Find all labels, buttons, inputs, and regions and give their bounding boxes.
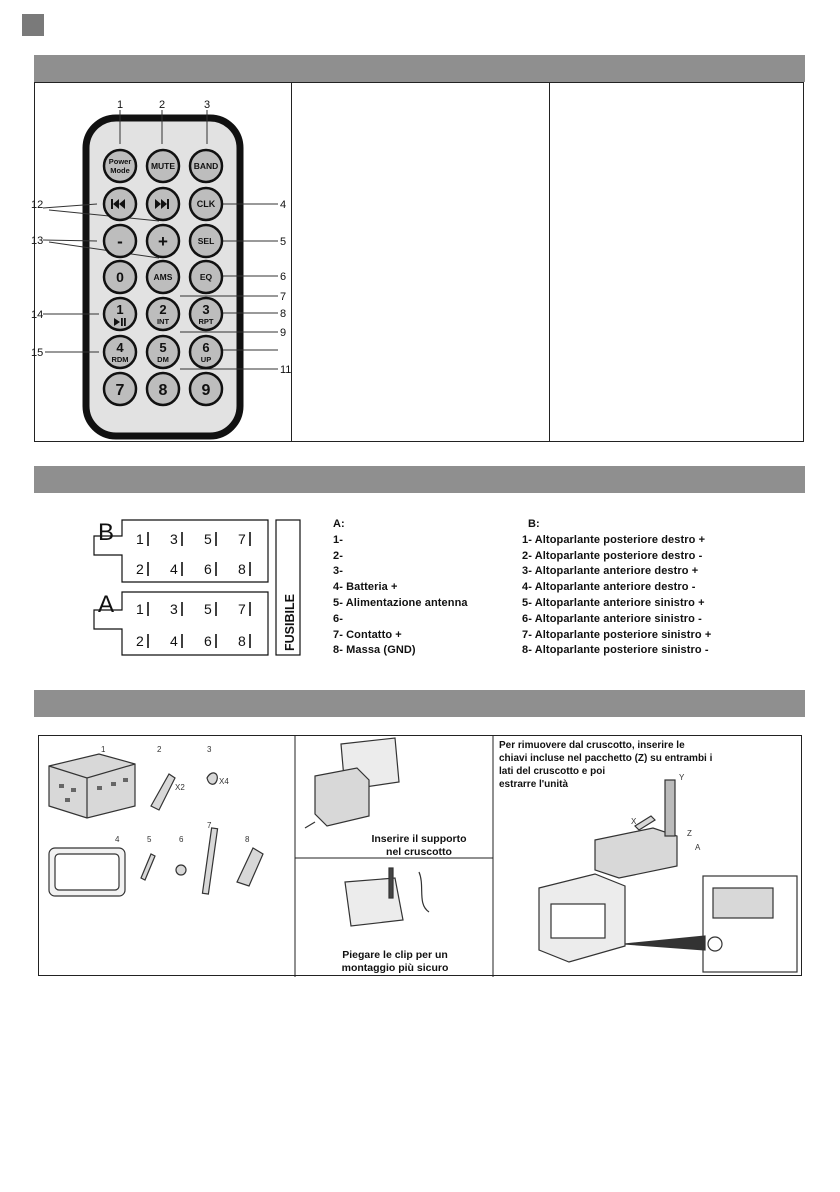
pin-b-6: 6 bbox=[204, 561, 212, 577]
removal-note-line3: lati del cruscotto e poi bbox=[499, 766, 606, 777]
removal-note-line2: chiavi incluse nel pacchetto (Z) su entrambi i bbox=[499, 753, 713, 764]
pin-a-1: 1 bbox=[136, 601, 144, 617]
key-letter: Y bbox=[679, 773, 685, 782]
pinout-a-item: 1- bbox=[333, 533, 343, 546]
pin-a-7: 7 bbox=[238, 601, 246, 617]
pin-a-3: 3 bbox=[170, 601, 178, 617]
bolt-drawing bbox=[141, 854, 155, 880]
part-mark: X2 bbox=[175, 783, 185, 792]
callout-9: 9 bbox=[280, 327, 287, 339]
plus-label: + bbox=[158, 232, 168, 251]
pinout-a-item: 8- Massa (GND) bbox=[333, 644, 416, 657]
pinout-b-title: B: bbox=[528, 518, 540, 530]
page-marker-square bbox=[22, 14, 44, 36]
key-letter: X bbox=[631, 817, 637, 826]
remote-control-diagram bbox=[31, 86, 295, 440]
seven-label: 7 bbox=[115, 382, 125, 399]
pinout-a-item: 5- Alimentazione antenna bbox=[333, 596, 468, 609]
pinout-a-item: 2- bbox=[333, 549, 343, 562]
pin-a-5: 5 bbox=[204, 601, 212, 617]
installation-illustrations bbox=[39, 736, 803, 977]
fuse-label: FUSIBILE bbox=[283, 594, 297, 651]
part-number: 5 bbox=[147, 835, 152, 844]
pinout-b-item: 4- Altoparlante anteriore destro - bbox=[522, 581, 696, 594]
removal-note-line4: estrarre l'unità bbox=[499, 779, 569, 790]
part-number: 2 bbox=[157, 745, 162, 754]
bend-clips-drawing bbox=[345, 868, 429, 926]
strap-drawing bbox=[202, 828, 217, 894]
part-number: 1 bbox=[101, 745, 106, 754]
pinout-b-item: 6- Altoparlante anteriore sinistro - bbox=[522, 612, 702, 625]
pin-a-8: 8 bbox=[238, 633, 246, 649]
three-label: 3 bbox=[202, 302, 210, 317]
key-letter: Z bbox=[687, 829, 692, 838]
ams-label: AMS bbox=[153, 272, 173, 282]
callout-15: 15 bbox=[31, 347, 44, 359]
section-bar-wiring bbox=[34, 466, 805, 493]
connector-a-pins bbox=[136, 601, 246, 649]
removal-key-drawing bbox=[151, 774, 175, 810]
part-number: 8 bbox=[245, 835, 250, 844]
power-label: Power bbox=[108, 157, 132, 166]
insert-sleeve-drawing bbox=[305, 738, 399, 828]
removal-note-line1: Per rimuovere dal cruscotto, inserire le bbox=[499, 740, 685, 751]
mode-label: Mode bbox=[110, 166, 130, 175]
band-label: BAND bbox=[193, 161, 219, 171]
callout-6: 6 bbox=[280, 271, 287, 283]
nut-drawing bbox=[176, 865, 186, 875]
caption-insert-line1: Inserire il supporto bbox=[371, 833, 467, 845]
pin-b-5: 5 bbox=[204, 531, 212, 547]
pinout-a-item: 6- bbox=[333, 612, 343, 625]
rdm-label: RDM bbox=[111, 355, 129, 364]
key-letter: A bbox=[695, 843, 701, 852]
two-label: 2 bbox=[159, 302, 167, 317]
connector-b-pins bbox=[136, 531, 246, 577]
pinout-b-item: 7- Altoparlante posteriore sinistro + bbox=[522, 628, 712, 641]
part-number: 6 bbox=[179, 835, 184, 844]
pinout-b-list bbox=[522, 517, 711, 659]
pin-a-4: 4 bbox=[170, 633, 178, 649]
pinout-a-item: 4- Batteria + bbox=[333, 581, 398, 594]
pinout-a-list bbox=[333, 517, 468, 659]
part-number: 7 bbox=[207, 821, 212, 830]
pinout-b-item: 8- Altoparlante posteriore sinistro - bbox=[522, 644, 709, 657]
callout-3: 3 bbox=[203, 99, 211, 111]
screw-drawing bbox=[207, 773, 217, 784]
pin-b-3: 3 bbox=[170, 531, 178, 547]
callout-13: 13 bbox=[31, 235, 44, 247]
sel-label: SEL bbox=[197, 236, 215, 246]
part-number: 4 bbox=[115, 835, 120, 844]
pinout-b-item: 3- Altoparlante anteriore destro + bbox=[522, 565, 699, 578]
part-number: 3 bbox=[207, 745, 212, 754]
zero-label: 0 bbox=[116, 269, 124, 285]
int-label: INT bbox=[156, 317, 170, 326]
callout-12: 12 bbox=[31, 199, 44, 211]
caption-bend-line2: montaggio più sicuro bbox=[341, 962, 449, 974]
six-label: 6 bbox=[202, 340, 210, 355]
nine-label: 9 bbox=[201, 382, 211, 399]
pinout-b-item: 1- Altoparlante posteriore destro + bbox=[522, 533, 706, 546]
pin-b-8: 8 bbox=[238, 561, 246, 577]
one-label: 1 bbox=[116, 302, 124, 317]
mute-label: MUTE bbox=[150, 161, 176, 171]
four-label: 4 bbox=[116, 340, 124, 355]
iso-connector-diagram bbox=[90, 510, 310, 660]
section-bar-remote bbox=[34, 55, 805, 82]
pin-a-2: 2 bbox=[136, 633, 144, 649]
installation-panel bbox=[38, 735, 802, 976]
pinout-b-item: 2- Altoparlante posteriore destro - bbox=[522, 549, 703, 562]
caption-bend-line1: Piegare le clip per un bbox=[342, 949, 448, 961]
eight-label: 8 bbox=[158, 382, 168, 399]
minus-label: - bbox=[117, 232, 123, 251]
part-mark: X4 bbox=[219, 777, 229, 786]
parts-kit bbox=[49, 754, 263, 896]
pin-b-1: 1 bbox=[136, 531, 144, 547]
callout-11: 11 bbox=[280, 364, 292, 376]
grid-divider bbox=[549, 83, 550, 441]
pin-b-2: 2 bbox=[136, 561, 144, 577]
caption-insert-line2: nel cruscotto bbox=[386, 846, 452, 858]
block-b-label: B bbox=[98, 519, 115, 546]
rpt-label: RPT bbox=[198, 317, 214, 326]
pinout-a-item: 3- bbox=[333, 565, 343, 578]
callout-8: 8 bbox=[280, 308, 287, 320]
callout-1: 1 bbox=[116, 99, 124, 111]
pin-b-4: 4 bbox=[170, 561, 178, 577]
callout-14: 14 bbox=[31, 309, 44, 321]
removal-drawing bbox=[539, 780, 797, 972]
section-bar-installation bbox=[34, 690, 805, 717]
callout-2: 2 bbox=[158, 99, 166, 111]
pin-b-7: 7 bbox=[238, 531, 246, 547]
callout-5: 5 bbox=[280, 236, 287, 248]
clk-label: CLK bbox=[196, 199, 216, 209]
connector-drawing bbox=[237, 848, 263, 886]
pinout-b-item: 5- Altoparlante anteriore sinistro + bbox=[522, 596, 705, 609]
dm-label: DM bbox=[157, 355, 169, 364]
pin-separators bbox=[148, 532, 250, 648]
up-label: UP bbox=[200, 355, 212, 364]
pinout-a-title: A: bbox=[333, 518, 345, 530]
callout-7: 7 bbox=[280, 291, 287, 303]
pin-a-6: 6 bbox=[204, 633, 212, 649]
five-label: 5 bbox=[159, 340, 167, 355]
eq-label: EQ bbox=[199, 272, 213, 282]
pinout-a-item: 7- Contatto + bbox=[333, 628, 402, 641]
block-a-label: A bbox=[98, 591, 115, 618]
callout-4: 4 bbox=[280, 199, 287, 211]
